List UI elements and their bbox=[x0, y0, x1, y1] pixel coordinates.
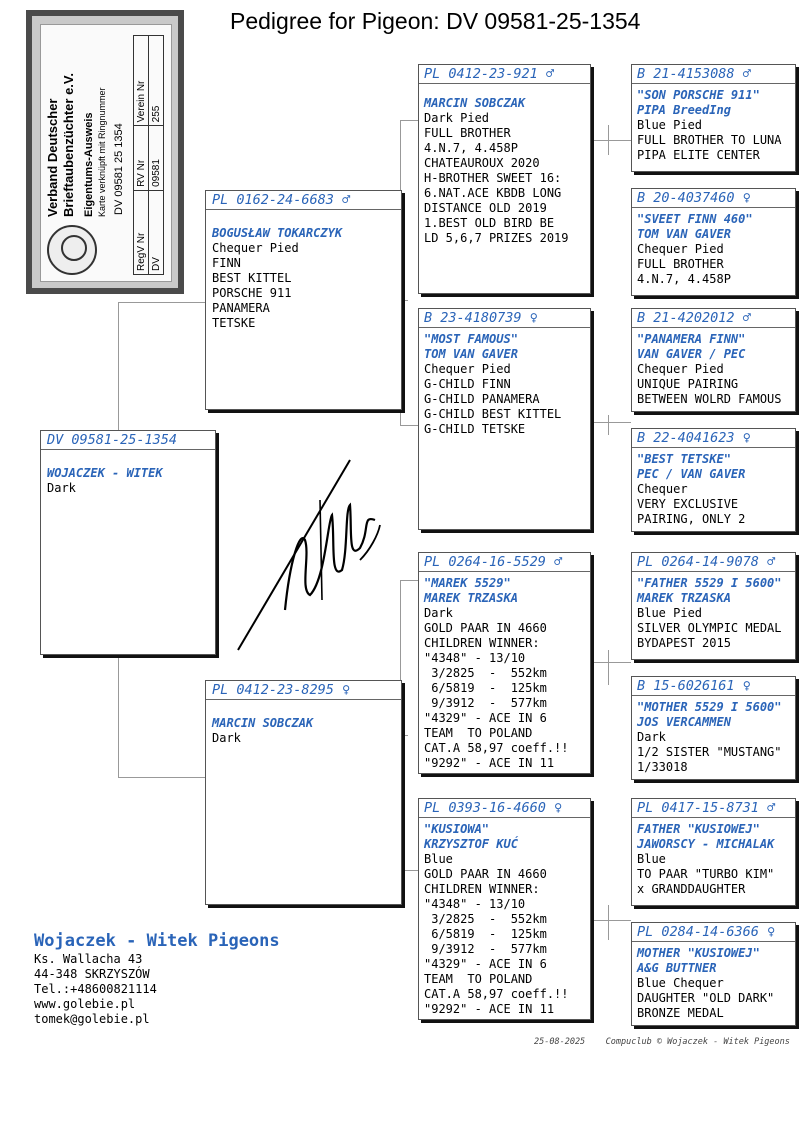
sd-detail: G-CHILD FINN bbox=[424, 377, 511, 391]
ss-detail: Dark Pied bbox=[424, 111, 490, 125]
ss-detail: DISTANCE OLD 2019 bbox=[424, 201, 547, 215]
sdd-ring: B 22-4041623 ♀ bbox=[631, 429, 796, 448]
dds-detail: Blue bbox=[637, 852, 666, 866]
ss-detail: 1.BEST OLD BIRD BE bbox=[424, 216, 555, 230]
sire-detail: Chequer Pied bbox=[212, 241, 299, 255]
ssd-detail: 4.N.7, 4.458P bbox=[637, 272, 731, 286]
sire-detail: FINN bbox=[212, 256, 241, 270]
sss-detail: PIPA ELITE CENTER bbox=[637, 148, 760, 162]
card-header: RV Nr bbox=[134, 126, 149, 191]
male-icon: ♂ bbox=[545, 66, 555, 82]
breeder-info bbox=[34, 930, 280, 1027]
dd-detail: "4348" - 13/10 bbox=[424, 897, 526, 911]
sds-breeder: VAN GAVER / PEC bbox=[637, 347, 746, 361]
subject-breeder: WOJACZEK - WITEK bbox=[47, 466, 163, 480]
connector bbox=[400, 120, 420, 121]
pedigree-sire bbox=[205, 190, 402, 410]
female-icon: ♀ bbox=[342, 682, 351, 698]
page-title: Pedigree for Pigeon: DV 09581-25-1354 bbox=[230, 8, 641, 34]
sire-detail: PORSCHE 911 bbox=[212, 286, 292, 300]
sd-ring: B 23-4180739 ♀ bbox=[418, 309, 591, 328]
ds-breeder: MAREK TRZASKA bbox=[424, 591, 518, 605]
female-icon: ♀ bbox=[742, 430, 751, 446]
dsd-ring: B 15-6026161 ♀ bbox=[631, 677, 796, 696]
connector bbox=[118, 302, 206, 303]
dd-detail: "4329" - ACE IN 6 bbox=[424, 957, 547, 971]
footer bbox=[534, 1037, 790, 1047]
ddd-breeder: A&G BUTTNER bbox=[637, 961, 717, 975]
ssd-name: "SVEET FINN 460" bbox=[637, 212, 753, 226]
card-value: 255 bbox=[149, 36, 164, 126]
dam-ring: PL 0412-23-8295 ♀ bbox=[206, 681, 401, 700]
female-icon: ♀ bbox=[742, 678, 751, 694]
dss-ring: PL 0264-14-9078 ♂ bbox=[631, 553, 796, 572]
pedigree-dds bbox=[631, 798, 796, 906]
dd-detail: CHILDREN WINNER: bbox=[424, 882, 540, 896]
dd-breeder: KRZYSZTOF KUĆ bbox=[424, 837, 518, 851]
dds-ring: PL 0417-15-8731 ♂ bbox=[631, 799, 796, 818]
ss-detail: 6.NAT.ACE KBDB LONG bbox=[424, 186, 562, 200]
pedigree-sire-sire bbox=[418, 64, 591, 294]
sd-detail: Chequer Pied bbox=[424, 362, 511, 376]
signature-icon bbox=[230, 420, 390, 660]
connector bbox=[608, 415, 609, 435]
ddd-name: MOTHER "KUSIOWEJ" bbox=[637, 946, 760, 960]
dsd-breeder: JOS VERCAMMEN bbox=[637, 715, 731, 729]
sire-detail: TETSKE bbox=[212, 316, 256, 330]
pedigree-sss bbox=[631, 64, 796, 172]
connector bbox=[608, 650, 609, 685]
pedigree-dam bbox=[205, 680, 402, 905]
subject-ring: DV 09581-25-1354 bbox=[41, 431, 215, 450]
card-table bbox=[133, 35, 164, 275]
male-icon: ♂ bbox=[742, 310, 751, 326]
footer-date: 25-08-2025 bbox=[534, 1037, 586, 1047]
sss-name: "SON PORSCHE 911" bbox=[637, 88, 760, 102]
ddd-detail: Blue Chequer bbox=[637, 976, 724, 990]
subject-color: Dark bbox=[47, 481, 76, 495]
dd-detail: 3/2825 - 552km bbox=[424, 912, 547, 926]
dd-ring: PL 0393-16-4660 ♀ bbox=[418, 799, 591, 818]
ddd-ring: PL 0284-14-6366 ♀ bbox=[631, 923, 796, 942]
sss-ring: B 21-4153088 ♂ bbox=[631, 65, 796, 84]
association-logo-icon bbox=[47, 225, 97, 275]
ds-ring: PL 0264-16-5529 ♂ bbox=[418, 553, 591, 572]
sds-ring: B 21-4202012 ♂ bbox=[631, 309, 796, 328]
breeder-city: 44-348 SKRZYSZÓW bbox=[34, 967, 150, 981]
dds-breeder: JAWORSCY - MICHALAK bbox=[637, 837, 775, 851]
sdd-breeder: PEC / VAN GAVER bbox=[637, 467, 746, 481]
pedigree-dsd bbox=[631, 676, 796, 780]
ssd-detail: Chequer Pied bbox=[637, 242, 724, 256]
dd-name: "KUSIOWA" bbox=[424, 822, 490, 836]
sire-detail: BEST KITTEL bbox=[212, 271, 292, 285]
male-icon: ♂ bbox=[767, 554, 776, 570]
sire-ring: PL 0162-24-6683 ♂ bbox=[206, 191, 401, 210]
dss-detail: Blue Pied bbox=[637, 606, 703, 620]
pedigree-sire-dam bbox=[418, 308, 591, 530]
card-header: Verein Nr bbox=[134, 36, 149, 126]
ss-detail: FULL BROTHER bbox=[424, 126, 511, 140]
breeder-name: Wojaczek - Witek Pigeons bbox=[34, 931, 280, 951]
dd-detail: Blue bbox=[424, 852, 453, 866]
connector bbox=[118, 777, 206, 778]
dss-detail: SILVER OLYMPIC MEDAL bbox=[637, 621, 782, 635]
connector bbox=[591, 422, 631, 423]
ss-detail: H-BROTHER SWEET 16: bbox=[424, 171, 562, 185]
connector bbox=[591, 140, 631, 141]
ddd-detail: BRONZE MEDAL bbox=[637, 1006, 724, 1020]
ds-detail: 6/5819 - 125km bbox=[424, 681, 547, 695]
card-ring: DV 09581 25 1354 bbox=[113, 123, 125, 215]
sd-detail: G-CHILD PANAMERA bbox=[424, 392, 540, 406]
ownership-card bbox=[26, 10, 184, 294]
sire-breeder: BOGUSŁAW TOKARCZYK bbox=[212, 226, 343, 240]
ds-detail: "4329" - ACE IN 6 bbox=[424, 711, 547, 725]
dsd-name: "MOTHER 5529 I 5600" bbox=[637, 700, 782, 714]
sdd-detail: PAIRING, ONLY 2 bbox=[637, 512, 746, 526]
connector bbox=[118, 655, 119, 777]
ds-detail: Dark bbox=[424, 606, 453, 620]
pedigree-dss bbox=[631, 552, 796, 660]
sss-detail: Blue Pied bbox=[637, 118, 703, 132]
male-icon: ♂ bbox=[742, 66, 751, 82]
ds-detail: TEAM TO POLAND bbox=[424, 726, 533, 740]
breeder-phone: Tel.:+48600821114 bbox=[34, 982, 157, 996]
ds-detail: CAT.A 58,97 coeff.!! bbox=[424, 741, 569, 755]
dd-detail: 6/5819 - 125km bbox=[424, 927, 547, 941]
sd-name: "MOST FAMOUS" bbox=[424, 332, 518, 346]
pedigree-sdd bbox=[631, 428, 796, 532]
card-header: RegV Nr bbox=[134, 190, 149, 274]
dam-detail: Dark bbox=[212, 731, 241, 745]
sss-detail: FULL BROTHER TO LUNA bbox=[637, 133, 782, 147]
connector bbox=[608, 905, 609, 940]
dsd-detail: 1/33018 bbox=[637, 760, 688, 774]
ds-detail: CHILDREN WINNER: bbox=[424, 636, 540, 650]
ss-detail: LD 5,6,7 PRIZES 2019 bbox=[424, 231, 569, 245]
card-subtitle: Karte verknüpft mit Ringnummer bbox=[97, 87, 107, 217]
sire-detail: PANAMERA bbox=[212, 301, 270, 315]
dsd-detail: 1/2 SISTER "MUSTANG" bbox=[637, 745, 782, 759]
male-icon: ♂ bbox=[554, 554, 563, 570]
connector bbox=[591, 920, 631, 921]
male-icon: ♂ bbox=[767, 800, 776, 816]
sds-detail: Chequer Pied bbox=[637, 362, 724, 376]
dds-name: FATHER "KUSIOWEJ" bbox=[637, 822, 760, 836]
dss-name: "FATHER 5529 I 5600" bbox=[637, 576, 782, 590]
card-title: Eigentums-Ausweis bbox=[83, 112, 95, 217]
female-icon: ♀ bbox=[767, 924, 776, 940]
dam-breeder: MARCIN SOBCZAK bbox=[212, 716, 314, 730]
dds-detail: x GRANDDAUGHTER bbox=[637, 882, 746, 896]
ssd-ring: B 20-4037460 ♀ bbox=[631, 189, 796, 208]
connector bbox=[400, 870, 420, 871]
card-value: DV bbox=[149, 190, 164, 274]
card-association-line1: Verband Deutscher bbox=[45, 98, 60, 217]
ssd-breeder: TOM VAN GAVER bbox=[637, 227, 731, 241]
sdd-detail: Chequer bbox=[637, 482, 688, 496]
card-value: 09581 bbox=[149, 126, 164, 191]
dss-breeder: MAREK TRZASKA bbox=[637, 591, 731, 605]
connector bbox=[591, 662, 631, 663]
ownership-card-panel bbox=[40, 24, 172, 282]
footer-credit: Compuclub © Wojaczek - Witek Pigeons bbox=[605, 1037, 790, 1047]
dds-detail: TO PAAR "TURBO KIM" bbox=[637, 867, 775, 881]
connector bbox=[400, 580, 420, 581]
pedigree-ddd bbox=[631, 922, 796, 1026]
connector bbox=[400, 425, 420, 426]
ds-detail: 3/2825 - 552km bbox=[424, 666, 547, 680]
dd-detail: TEAM TO POLAND bbox=[424, 972, 533, 986]
dd-detail: CAT.A 58,97 coeff.!! bbox=[424, 987, 569, 1001]
ds-detail: 9/3912 - 577km bbox=[424, 696, 547, 710]
card-association-line2: Brieftaubenzüchter e.V. bbox=[61, 72, 76, 217]
dd-detail: 9/3912 - 577km bbox=[424, 942, 547, 956]
ddd-detail: DAUGHTER "OLD DARK" bbox=[637, 991, 775, 1005]
ownership-card-content bbox=[41, 25, 171, 281]
ds-detail: GOLD PAAR IN 4660 bbox=[424, 621, 547, 635]
ds-detail: "9292" - ACE IN 11 bbox=[424, 756, 555, 770]
sd-detail: G-CHILD BEST KITTEL bbox=[424, 407, 562, 421]
breeder-website: www.golebie.pl bbox=[34, 997, 136, 1011]
sd-breeder: TOM VAN GAVER bbox=[424, 347, 518, 361]
dd-detail: GOLD PAAR IN 4660 bbox=[424, 867, 547, 881]
pedigree-sds bbox=[631, 308, 796, 412]
ds-detail: "4348" - 13/10 bbox=[424, 651, 526, 665]
dd-detail: "9292" - ACE IN 11 bbox=[424, 1002, 555, 1016]
sss-breeder: PIPA BreedIng bbox=[637, 103, 731, 117]
connector bbox=[118, 302, 119, 430]
ssd-detail: FULL BROTHER bbox=[637, 257, 724, 271]
sdd-name: "BEST TETSKE" bbox=[637, 452, 731, 466]
sds-name: "PANAMERA FINN" bbox=[637, 332, 746, 346]
breeder-address: Ks. Wallacha 43 bbox=[34, 952, 143, 966]
pedigree-dam-dam bbox=[418, 798, 591, 1020]
ds-name: "MAREK 5529" bbox=[424, 576, 511, 590]
ss-breeder: MARCIN SOBCZAK bbox=[424, 96, 526, 110]
dss-detail: BYDAPEST 2015 bbox=[637, 636, 731, 650]
sdd-detail: VERY EXCLUSIVE bbox=[637, 497, 739, 511]
ss-detail: CHATEAUROUX 2020 bbox=[424, 156, 540, 170]
female-icon: ♀ bbox=[529, 310, 538, 326]
dsd-detail: Dark bbox=[637, 730, 666, 744]
female-icon: ♀ bbox=[742, 190, 751, 206]
pedigree-subject bbox=[40, 430, 216, 655]
male-icon: ♂ bbox=[342, 192, 351, 208]
sds-detail: BETWEEN WOLRD FAMOUS bbox=[637, 392, 782, 406]
pedigree-ssd bbox=[631, 188, 796, 296]
breeder-email: tomek@golebie.pl bbox=[34, 1012, 150, 1026]
sds-detail: UNIQUE PAIRING bbox=[637, 377, 739, 391]
ss-ring: PL 0412-23-921 ♂ bbox=[418, 65, 591, 84]
ss-detail: 4.N.7, 4.458P bbox=[424, 141, 518, 155]
pedigree-dam-sire bbox=[418, 552, 591, 774]
sd-detail: G-CHILD TETSKE bbox=[424, 422, 526, 436]
female-icon: ♀ bbox=[554, 800, 563, 816]
